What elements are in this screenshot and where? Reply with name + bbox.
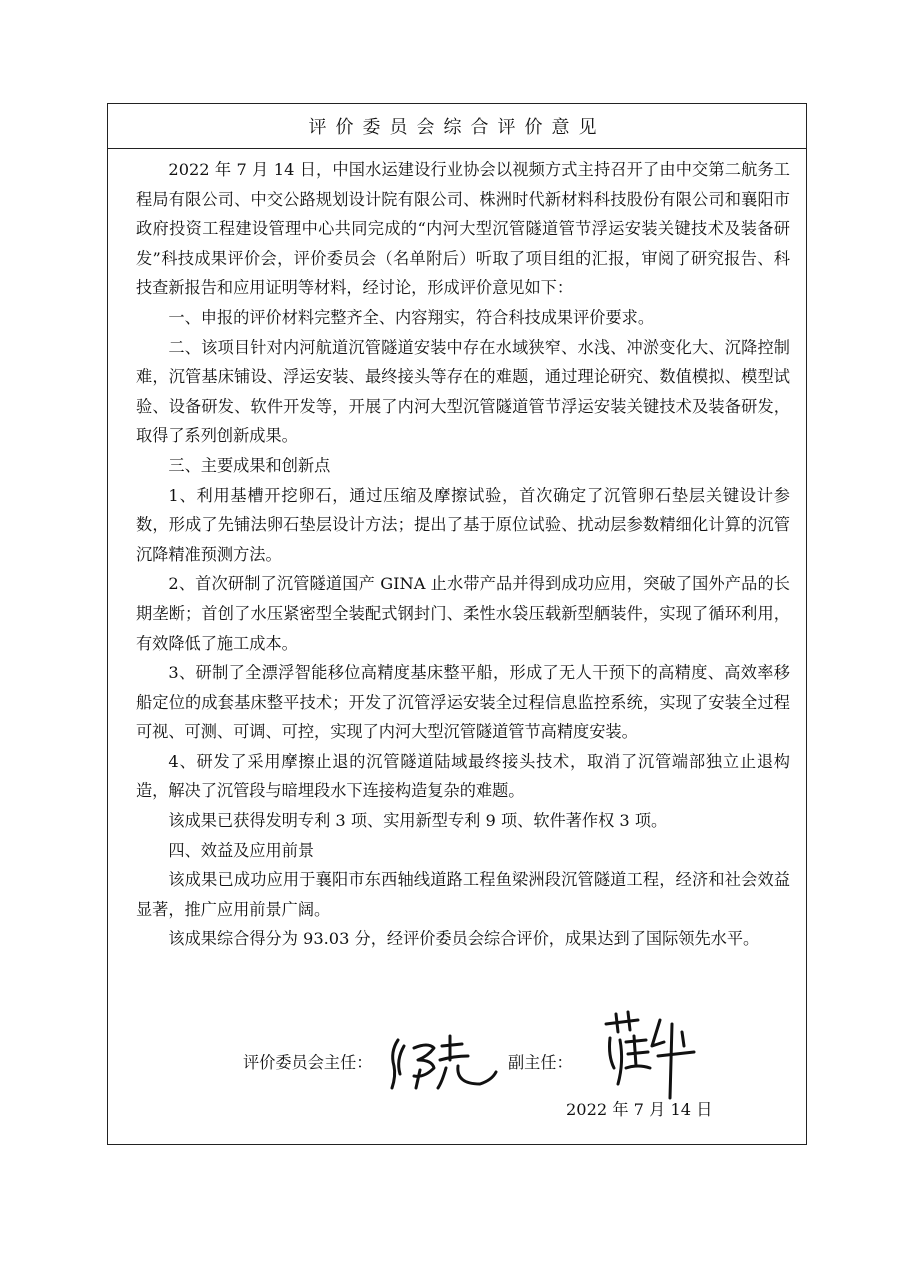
paragraph-intro: 2022 年 7 月 14 日，中国水运建设行业协会以视频方式主持召开了由中交第二航务工程局有限公司、中交公路规划设计院有限公司、株洲时代新材料科技股份有限公司和襄阳市政府投资工程建设管理中心共同完成的“内河大型沉管隧道管节浮运安装关键技术及装备研发”科技成果评价会，评价委员会（名单附后）听取了项目组的汇报，审阅了研究报告、科技查新报告和应用证明等材料，经讨论，形成评价意见如下： [136, 160, 790, 298]
paragraph-application: 该成果已成功应用于襄阳市东西轴线道路工程鱼梁洲段沉管隧道工程，经济和社会效益显著，推广应用前景广阔。 [136, 870, 790, 919]
chair-label: 评价委员会主任： [243, 1053, 373, 1072]
paragraph-score: 该成果综合得分为 93.03 分，经评价委员会综合评价，成果达到了国际领先水平。 [168, 929, 760, 949]
evaluation-opinion-frame [107, 103, 807, 1145]
signature-row [108, 1044, 806, 1104]
document-title: 评价委员会综合评价意见 [108, 104, 806, 149]
paragraph-point-1: 一、申报的评价材料完整齐全、内容翔实，符合科技成果评价要求。 [168, 307, 655, 327]
chair-signature [384, 1026, 504, 1096]
vice-chair-signature [598, 1006, 708, 1101]
paragraph-innovation-1: 1、利用基槽开挖卵石，通过压缩及摩擦试验，首次确定了沉管卵石垫层关键设计参数，形成了先铺法卵石垫层设计方法；提出了基于原位试验、扰动层参数精细化计算的沉管沉降精准预测方法。 [136, 485, 790, 564]
paragraph-innovation-4: 4、研发了采用摩擦止退的沉管隧道陆域最终接头技术，取消了沉管端部独立止退构造，解决了沉管段与暗埋段水下连接构造复杂的难题。 [136, 751, 790, 801]
vice-chair-label: 副主任： [508, 1053, 573, 1072]
paragraph-innovation-3: 3、研制了全漂浮智能移位高精度基床整平船，形成了无人干预下的高精度、高效率移船定位的成套基床整平技术；开发了沉管浮运安装全过程信息监控系统，实现了安装全过程可视、可测、可调、可控，实现了内河大型沉管隧道管节高精度安装。 [136, 663, 790, 742]
paragraph-point-2: 二、该项目针对内河航道沉管隧道安装中存在水域狭窄、水浅、冲淤变化大、沉降控制难，沉管基床铺设、浮运安装、最终接头等存在的难题，通过理论研究、数值模拟、模型试验、设备研发、软件开发等，开展了内河大型沉管隧道管节浮运安装关键技术及装备研发，取得了系列创新成果。 [136, 337, 790, 446]
paragraph-innovation-2: 2、首次研制了沉管隧道国产 GINA 止水带产品并得到成功应用，突破了国外产品的长期垄断；首创了水压紧密型全装配式钢封门、柔性水袋压载新型舾装件，实现了循环利用，有效降低了施工成本。 [136, 574, 790, 653]
paragraph-patents: 该成果已获得发明专利 3 项、实用新型专利 9 项、软件著作权 3 项。 [168, 811, 668, 831]
paragraph-heading-3: 三、主要成果和创新点 [168, 455, 331, 475]
paragraph-heading-4: 四、效益及应用前景 [168, 840, 315, 860]
opinion-body [108, 149, 806, 954]
signature-date: 2022 年 7 月 14 日 [566, 1100, 713, 1119]
